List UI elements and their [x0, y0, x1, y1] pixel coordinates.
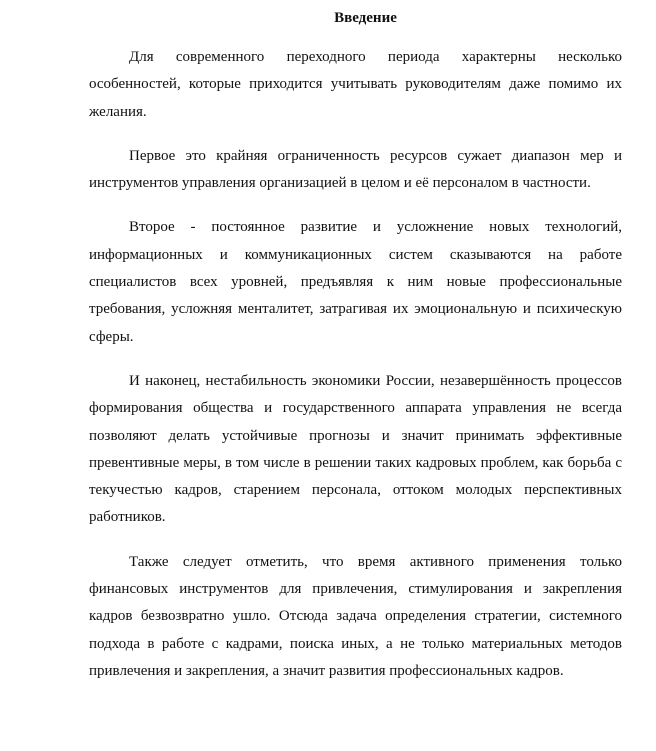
page-title: Введение	[334, 10, 397, 26]
paragraph-2: Первое это крайняя ограниченность ресурсов сужает диапазон мер и инструментов управления организацией в целом и её персоналом в частности.	[89, 147, 622, 192]
paragraph-5: Также следует отметить, что время активного применения только финансовых инструментов для привлечения, стимулирования и закрепления кадров безвозвратно ушло. Отсюда задача определения стратегии, системного подхода в работе с кадрами, поиска иных, а не только материальных методов привлечения и закрепления, а значит развития профессиональных кадров.	[89, 553, 622, 679]
paragraph-1: Для современного переходного периода характерны несколько особенностей, которые приходится учитывать руководителям даже помимо их желания.	[89, 49, 622, 120]
paragraph-4: И наконец, нестабильность экономики России, незавершённость процессов формирования общества и государственного аппарата управления не всегда позволяют делать устойчивые прогнозы и значит принимать эффективные превентивные меры, в том числе в решении таких кадровых проблем, как борьба с текучестью кадров, старением персонала, оттоком молодых перспективных работников.	[89, 372, 622, 526]
paragraph-3: Второе - постоянное развитие и усложнение новых технологий, информационных и коммуникационных систем сказываются на работе специалистов всех уровней, предъявляя к ним новые профессиональные требования, усложняя менталитет, затрагивая их эмоциональную и психическую сферы.	[89, 219, 622, 345]
